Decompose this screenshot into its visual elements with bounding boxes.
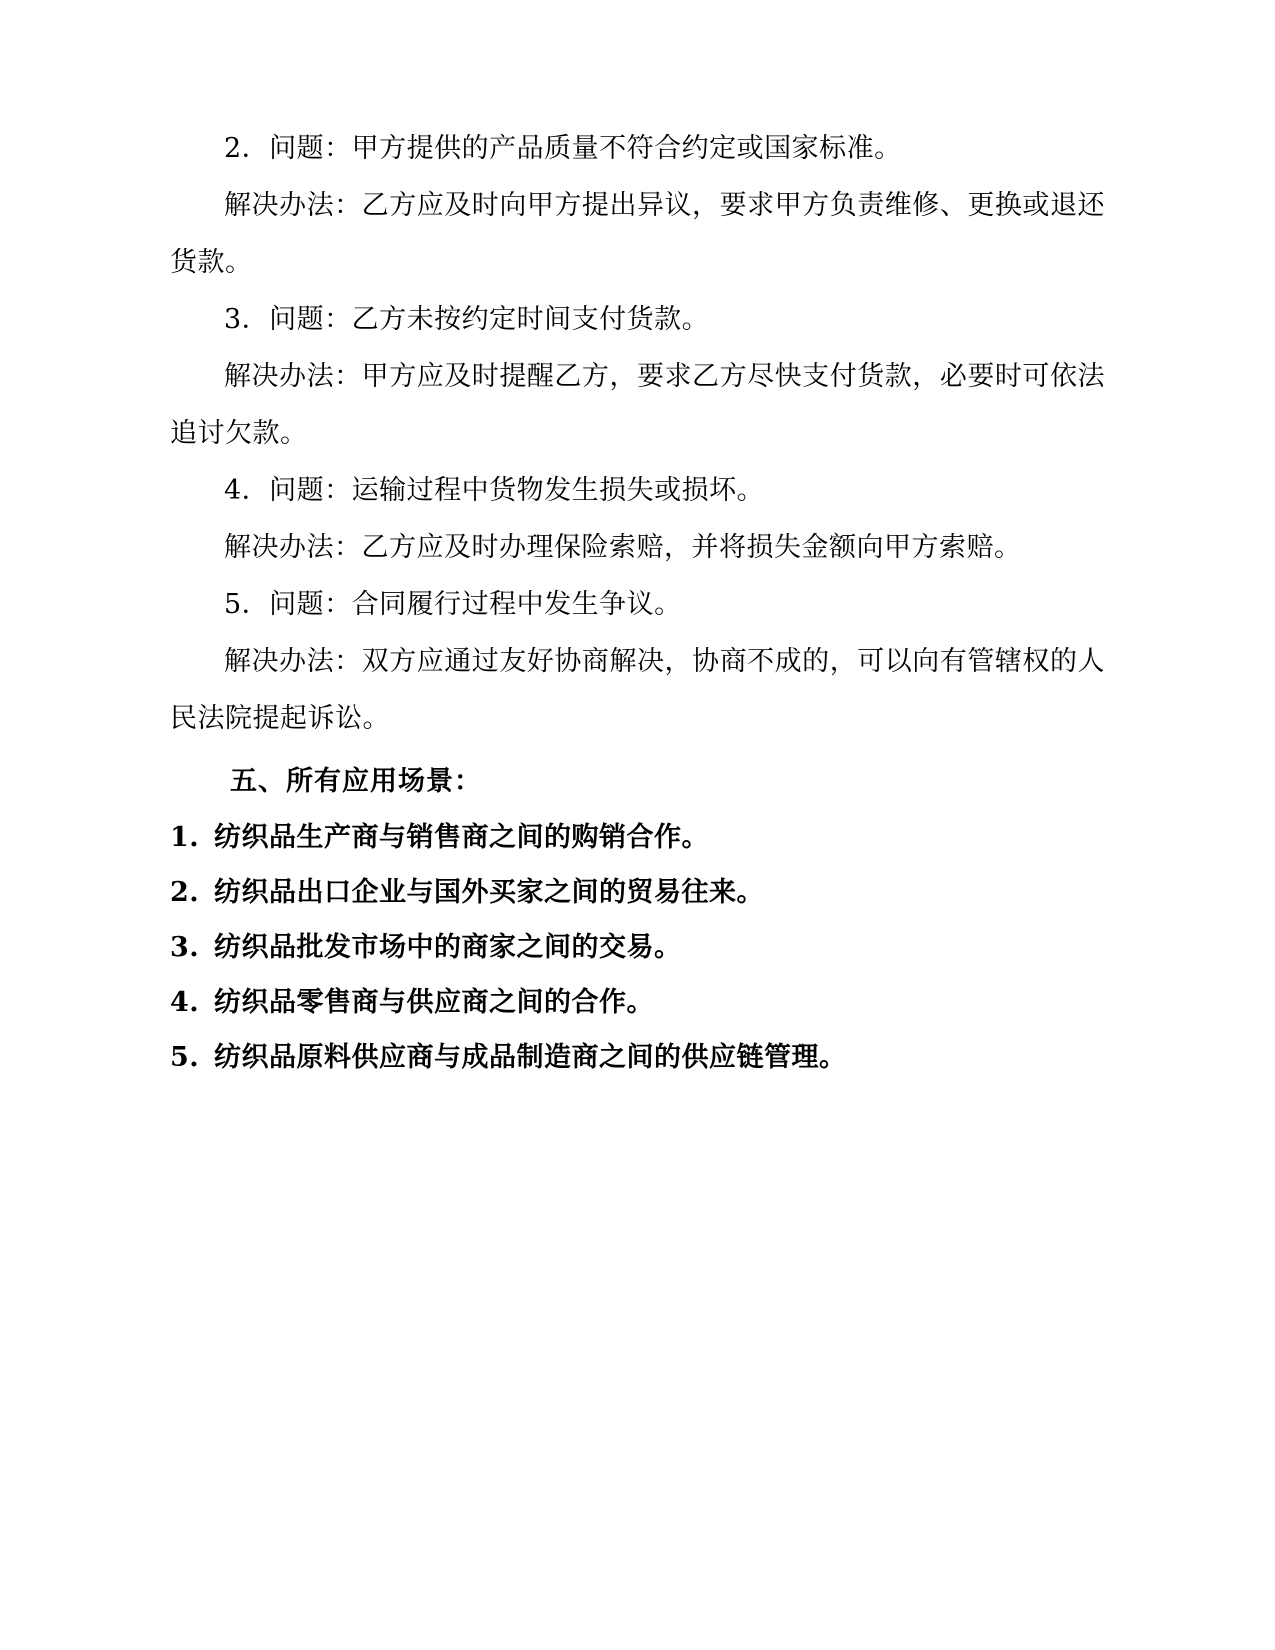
list-item — [170, 975, 1105, 1030]
list-item-number: 3. — [170, 932, 200, 963]
document-body — [170, 120, 1105, 1085]
paragraph-answer-5: 解决办法：双方应通过友好协商解决，协商不成的，可以向有管辖权的人民法院提起诉讼。 — [170, 646, 1105, 734]
scenario-list — [170, 810, 1105, 1085]
paragraph-answer-2: 解决办法：乙方应及时向甲方提出异议，要求甲方负责维修、更换或退还货款。 — [170, 190, 1105, 278]
list-item — [170, 865, 1105, 920]
list-item-label: 纺织品批发市场中的商家之间的交易。 — [214, 932, 682, 963]
list-item-number: 1. — [170, 822, 200, 853]
list-item-label: 纺织品零售商与供应商之间的合作。 — [214, 987, 654, 1018]
list-item-number: 2. — [170, 877, 200, 908]
paragraph-question-5: 5．问题：合同履行过程中发生争议。 — [224, 589, 682, 620]
list-item-number: 4. — [170, 987, 200, 1018]
paragraph-answer-3: 解决办法：甲方应及时提醒乙方，要求乙方尽快支付货款，必要时可依法追讨欠款。 — [170, 361, 1105, 449]
list-item — [170, 810, 1105, 865]
list-item-label: 纺织品生产商与销售商之间的购销合作。 — [214, 822, 709, 853]
paragraph-question-4: 4．问题：运输过程中货物发生损失或损坏。 — [224, 475, 765, 506]
section-title-application-scenarios: 五、所有应用场景： — [230, 766, 482, 797]
list-item-number: 5. — [170, 1042, 200, 1073]
list-item-label: 纺织品出口企业与国外买家之间的贸易往来。 — [214, 877, 764, 908]
paragraph-question-3: 3．问题：乙方未按约定时间支付货款。 — [224, 304, 710, 335]
list-item-label: 纺织品原料供应商与成品制造商之间的供应链管理。 — [214, 1042, 847, 1073]
list-item — [170, 1030, 1105, 1085]
list-item — [170, 920, 1105, 975]
paragraph-question-2: 2．问题：甲方提供的产品质量不符合约定或国家标准。 — [224, 133, 902, 164]
paragraph-answer-4: 解决办法：乙方应及时办理保险索赔，并将损失金额向甲方索赔。 — [224, 532, 1022, 563]
